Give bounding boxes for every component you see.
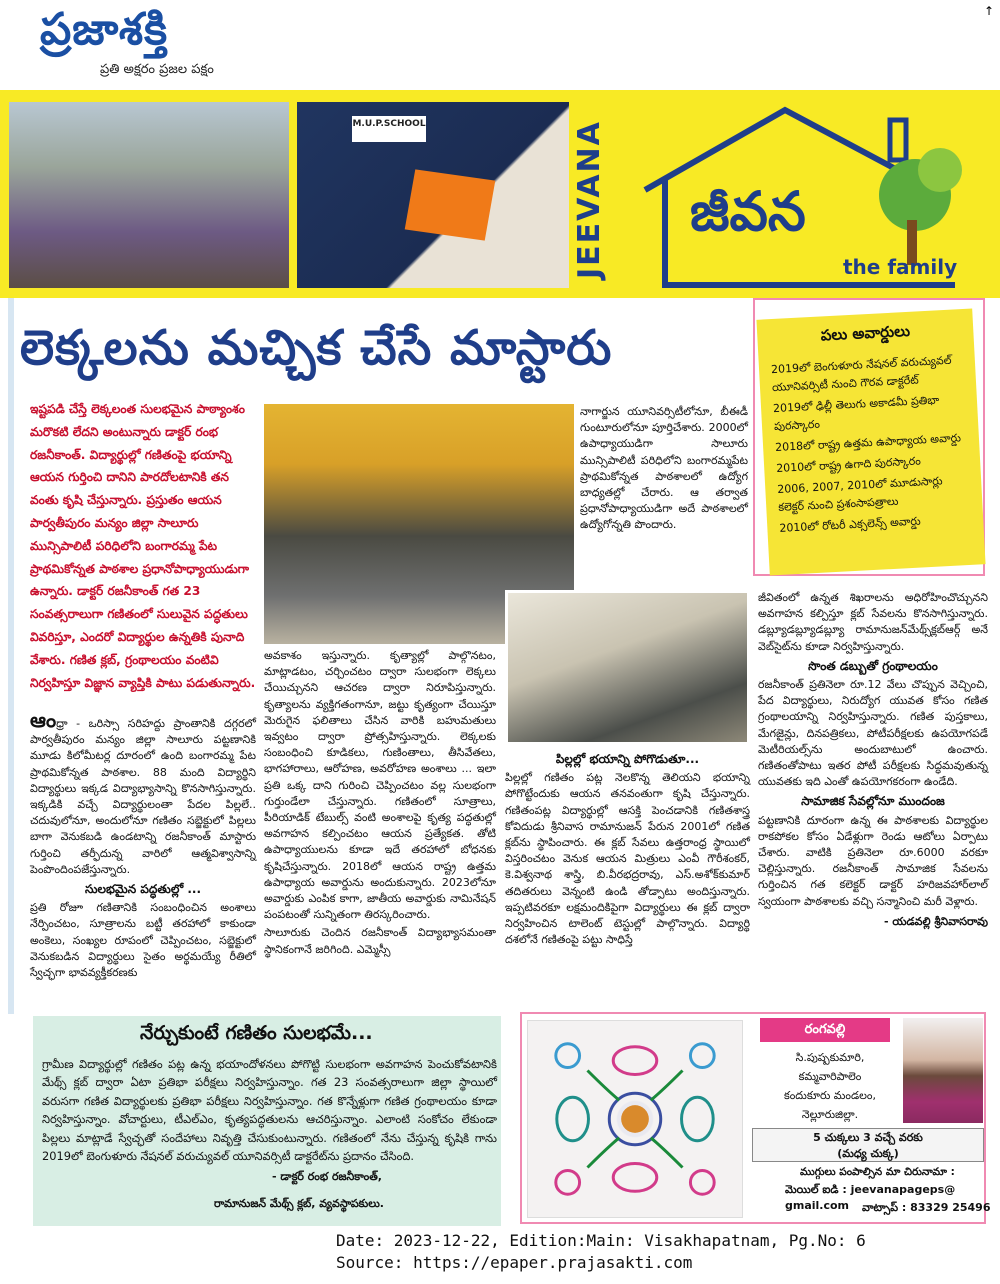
students-auto-photo	[9, 102, 289, 288]
award-item: 2006, 2007, 2010లో మూడుసార్లు కలెక్టర్ నుంచి ప్రశంసాపత్రాలు	[777, 474, 943, 514]
masthead	[0, 0, 1000, 90]
lead-paragraph: ఇష్టపడి చేస్తే లెక్కలంత సులభమైన పాఠ్యాంశం మరొకటి లేదని అంటున్నారు డాక్టర్ రంభ రజనీకాంత్. విద్యార్థుల్లో గణితంపై భయాన్ని ఆయన గుర్తించి దానిని పారదోలటానికి తన వంతు కృషి చేస్తున్నారు. ప్రస్తుతం ఆయన పార్వతీపురం మన్యం జిల్లా సాలూరు మున్సిపాలిటీ పరిధిలోని బంగారమ్మ పేట ప్రాథమికోన్నత పాఠశాల ప్రధానోపాధ్యాయుడుగా ఉన్నారు. డాక్టర్ రజనీకాంత్ గత 23 సంవత్సరాలుగా గణితంలో సులువైన పద్ధతులు వివరిస్తూ, ఎందరో విద్యార్థుల ఉన్నతికి పునాది వేశారు. గణిత క్లబ్, గ్రంథాలయం వంటివి నిర్వహిస్తూ విజ్ఞాన వ్యాప్తికి పాటు పడుతున్నారు.	[30, 402, 256, 690]
page-footer	[336, 1230, 866, 1274]
column-text: పట్టణానికి దూరంగా ఉన్న ఈ పాఠశాలకు విద్యార్థుల రాకపోకల కోసం ఏడేళ్లుగా రెండు ఆటోలు ఏర్పాటు చేశారు. వాటికి ప్రతినెలా రూ.6000 వరకూ చెల్లిస్తున్నారు. రజనీకాంత్ సామాజిక సేవలను గుర్తించిన గత కలెక్టర్ డాక్టర్ హరిజవహార్‌లాల్ స్వయంగా పాఠశాలకు వచ్చి సన్మానించి మరీ వెళ్లారు.	[758, 813, 988, 908]
artist-portrait	[903, 1018, 983, 1123]
section-name-latin: JEEVANA	[572, 120, 607, 280]
article-headline: లెక్కలను మచ్చిక చేసే మాస్టారు	[20, 320, 613, 376]
award-item: 2010లో రాష్ట్ర ఉగాది పురస్కారం	[775, 454, 922, 475]
dots-line: (మధ్య చుక్క)	[837, 1147, 899, 1160]
article-column-3-bottom	[505, 748, 750, 950]
article-column-2	[264, 648, 496, 960]
dots-instruction	[752, 1128, 984, 1162]
section-subtitle: the family	[843, 255, 958, 279]
artist-district: నెల్లూరుజిల్లా.	[801, 1108, 859, 1121]
subheading: సొంత డబ్బుతో గ్రంథాలయం	[808, 658, 938, 673]
article-byline: - యడవల్లి శ్రీనివాసరావు	[883, 914, 988, 928]
award-item: 2010లో రోటరీ ఎక్సలెన్స్ అవార్డు	[779, 514, 921, 535]
column-text: రజనీకాంత్ ప్రతినెలా రూ.12 వేలు చొప్పున వెచ్చించి, పేద విద్యార్థులు, నిరుద్యోగ యువత కోసం గణిత గ్రంథాలయాన్ని నిర్వహిస్తున్నారు. గణిత పుస్తకాలు, మేగజైన్లు, దినపత్రికలు, పోటీపరీక్షలకు ఉపయోగపడే మెటీరియల్స్‌ను అందుబాటులో ఉంచారు. గణితంతోపాటు ఇతర పోటీ పరీక్షలకు సిద్ధమవుతున్న యువతకు ఇది ఎంతో ఉపయోగకరంగా ఉండేది.	[758, 678, 988, 789]
rangoli-artist-address	[760, 1048, 900, 1124]
artist-mandal: కందుకూరు మండలం,	[783, 1089, 877, 1102]
column-text: జీవితంలో ఉన్నత శిఖరాలను అధిరోహించొచ్చునని అవగాహన కల్పిస్తూ క్లబ్ సేవలను కొనసాగిస్తున్నారు. డబ్ల్యూడబ్ల్యూడబ్ల్యూ రామానుజన్‌మేథ్స్‌క్లబ్‌ఆర్గ్ అనే వెబ్‌సైట్‌ను కూడా నిర్వహిస్తున్నారు.	[758, 591, 988, 653]
award-item: 2019లో ఢిల్లీ తెలుగు అకాడమీ ప్రతిభా పురస్కారం	[772, 393, 940, 434]
article-column-4	[758, 590, 988, 932]
award-item: 2018లో రాష్ట్ర ఉత్తమ ఉపాధ్యాయ అవార్డు	[774, 431, 962, 455]
artist-village: కమ్మవారిపాలెం	[798, 1070, 862, 1083]
dots-line: 5 చుక్కలు 3 వచ్చే వరకు	[813, 1131, 923, 1144]
footer-source-line: Source: https://epaper.prajasakti.com	[336, 1253, 693, 1272]
school-sign: M.U.P.SCHOOL	[352, 116, 426, 142]
column-text: పిల్లల్లో గణితం పట్ల నెలకొన్న తెలియని భయాన్ని పోగొట్టేందుకు ఆయన తనవంతుగా కృషి చేస్తున్నారు. గణితంపట్ల విద్యార్థుల్లో ఆసక్తి పెంచడానికి గణితశాస్త్ర కోవిదుడు శ్రీనివాస రామానుజన్ పేరున 2001లో గణిత క్లబ్‌ను స్థాపించారు. ఈ క్లబ్ సేవలు ఉత్తరాంధ్ర స్థాయిలో విస్తరించటం వెనుక ఆయన మిత్రులు ఎంవీ గౌరీశంకర్, కె.విశ్వనాథ శాస్త్రి, బి.వీరభద్రరావు, ఎస్.అశోక్‌కుమార్ తదితరులు వెన్నంటి ఉండి తోడ్పాటు అందిస్తున్నారు. ఇప్పటివరకూ లక్షమందికిపైగా విద్యార్థులు ఈ క్లబ్ ద్వారా నిర్వహించిన టాలెంట్ టెస్టుల్లో పాల్గొన్నారు. విద్యార్థి దశలోనే గణితంపై పట్టు సాధిస్తే	[505, 771, 750, 947]
footer-date-line: Date: 2023-12-22, Edition:Main: Visakhapatnam, Pg.No: 6	[336, 1231, 866, 1250]
award-item: 2019లో బెంగుళూరు నేషనల్ వరుచ్యువల్ యూనివర్సిటీ నుంచి గౌరవ డాక్టరేట్	[770, 353, 952, 395]
subheading: సామాజిక సేవల్లోనూ ముందంజ	[801, 794, 945, 809]
awards-box	[753, 298, 985, 576]
newspaper-logo: ప్రజాశక్తి	[40, 4, 169, 55]
left-accent-bar	[8, 298, 14, 1014]
orange-quadrilateral-shape	[405, 169, 496, 240]
contact-email: మెయిల్ ఐడి : jeevanapageps@ gmail.com	[785, 1183, 956, 1212]
rangoli-design-image	[527, 1020, 743, 1218]
column-text: సాలూరుకు చెందిన రజనీకాంత్ విద్యాభ్యాసమంతా స్థానికంగానే జరిగింది. ఎమ్మెస్సీ	[264, 926, 496, 956]
contact-whatsapp: వాట్సాప్ : 83329 25496	[862, 1201, 991, 1214]
rangoli-label: రంగవల్లి	[760, 1018, 890, 1042]
subheading: సులభమైన పద్ధతుల్లో ...	[84, 882, 202, 897]
column-text: నాగార్జున యూనివర్సిటీలోనూ, బీఈడీ గుంటూరులోనూ పూర్తిచేశారు. 2000లో ఉపాధ్యాయుడిగా సాలూరు మున్సిపాలిటీ పరిధిలోని బంగారమ్మపేట ప్రాథమికోన్నత పాఠశాలలో ఉద్యోగ బాధ్యతల్లో చేరారు. ఆ తర్వాత ప్రధానోపాధ్యాయుడిగా అదే పాఠశాలలో ఉద్యోగోన్నతి పొందారు.	[580, 405, 748, 532]
quote-box-title: నేర్చుకుంటే గణితం సులభమే...	[140, 1022, 373, 1044]
students-studying-photo	[505, 590, 750, 745]
corner-mark-icon: ↑	[983, 4, 994, 18]
awards-note	[756, 309, 985, 576]
quote-credit-role: రామానుజన్ మేథ్స్ క్లబ్, వ్యవస్థాపకులు.	[214, 1197, 384, 1210]
section-name-telugu: జీవన	[690, 180, 806, 243]
column-text: అవకాశం ఇస్తున్నారు. కృత్యాల్లో పాల్గొనటం, మాట్లాడటం, చర్చించటం ద్వారా సులభంగా లెక్కలు చేయిచ్చునని ఆచరణ ద్వారా నిరూపిస్తున్నారు. కృత్యాలను వ్యక్తిగతంగానూ, జట్టు కృత్యంగా చేయిస్తూ మెరుగైన ఫలితాలు చేసిన వారికి బహుమతులు ఇవ్వటం ద్వారా ప్రోత్సహిస్తున్నారు. లెక్కలకు సంబంధించి కూడికలు, గుణింతాలు, తీసివేతలు, భాగహారాలు, ఆరోహణ, అవరోహణ అంశాలు ... ఇలా ప్రతి ఒక్క దాని గురించి చెప్పించటం వల్ల సులభంగా గుర్తుండేలా చేస్తున్నారు. గణితంలో సూత్రాలు, పీరియాడిక్ టేబుల్స్ వంటి అంశాలపై కృత్య పద్ధతుల్లో అవగాహన కల్పించటం ఆయన ప్రత్యేకత. తోటి ఉపాధ్యాయులను కూడా ఇదే తరహాలో బోధనకు కృషిచేస్తున్నారు. 2018లో ఆయన రాష్ట్ర ఉత్తమ ఉపాధ్యాయ అవార్డును అందుకున్నారు. 2023లోనూ అవార్డుకు ఎంపిక కాగా, జాతీయ అవార్డుకు నామినేషన్ పంపటంతో సున్నితంగా తిరస్కరించారు.	[264, 649, 496, 922]
article-column-1	[30, 708, 256, 983]
artist-name: సి.పుష్పకుమారి,	[795, 1051, 865, 1064]
quote-box-text: గ్రామీణ విద్యార్థుల్లో గణితం పట్ల ఉన్న భయాందోళనలు పోగొట్టి సులభంగా అవగాహన పెంచుకోవటానికి మేథ్స్ క్లబ్ ద్వారా ఏటా ప్రతిభా పరీక్షలు నిర్వహిస్తున్నాం. గత 23 సంవత్సరాలుగా జిల్లా స్థాయిలో వరుసగా గణిత విద్యార్థులకు ప్రతిభా పరీక్షలు నిర్వహిస్తున్నాం. గత కొన్నేళ్లుగా గణిత గ్రంథాలయం కూడా నిర్వహిస్తున్నాం. వోచార్టులు, టీఎల్ఎం, కృత్యపద్ధతులను ఆచరిస్తున్నాం. ఎలాంటి సంకోచం లేకుండా పిల్లలు మాట్లాడే స్వేచ్ఛతో సందేహాలు నివృత్తి చేసుకుంటున్నారు. గణితంలో నేను చేస్తున్న కృషికి గాను 2019లో బెంగుళూరు నేషనల్ వరుచ్యువల్ యూనివర్సిటీ డాక్టరేట్‌ను ప్రదానం చేసింది.	[42, 1057, 497, 1164]
drop-cap: ఆం	[30, 708, 57, 732]
newspaper-tagline: ప్రతి అక్షరం ప్రజల పక్షం	[100, 62, 214, 77]
column-text: ప్రతి రోజూ గణితానికి సంబంధించిన అంశాలు నేర్పించటం, సూత్రాలను బట్టీ తరహాలో కాకుండా అంకెలు, సంఖ్యల రూపంలో చెప్పించటం, సబ్జెక్టులో వెనుకబడిన విద్యార్థులు సైతం అర్థమయ్యే రీతిలో స్వేచ్ఛగా భావవ్యక్తీకరణకు	[30, 901, 256, 980]
contact-heading: ముగ్గులు పంపాల్సిన మా చిరునామా :	[800, 1166, 955, 1178]
article-column-3-top	[580, 404, 748, 536]
column-text: ధ్రా - ఒరిస్సా సరిహద్దు ప్రాంతానికి దగ్గరలో పార్వతీపురం మన్యం జిల్లా సాలూరు పట్టణానికి మూడు కిలోమీటర్ల దూరంలో ఉంది బంగారమ్మ పేట ప్రాథమికోన్నత పాఠశాల. 88 మంది విద్యార్థిని విద్యార్థులు ఇక్కడ విద్యాభ్యాసాన్ని కొనసాగిస్తున్నారు. ఇక్కడికి వచ్చే విద్యార్థులంతా పేదల పిల్లలే.. చదువులోనూ, అందులోనూ గణితం సబ్జెక్టులో పిల్లలు బాగా వెనుకబడి ఉండటాన్ని రజనీకాంత్ మాస్టారు గుర్తించి తర్ఫీదున్న వారిలో ఆత్మవిశ్వాసాన్ని పెంపొందింపజేస్తున్నారు.	[30, 717, 256, 876]
awards-title: పలు అవార్డులు	[820, 321, 911, 345]
subheading: పిల్లల్లో భయాన్ని పోగొడుతూ...	[555, 752, 700, 766]
quote-credit-name: - డాక్టర్ రంభ రజనీకాంత్,	[272, 1170, 382, 1183]
